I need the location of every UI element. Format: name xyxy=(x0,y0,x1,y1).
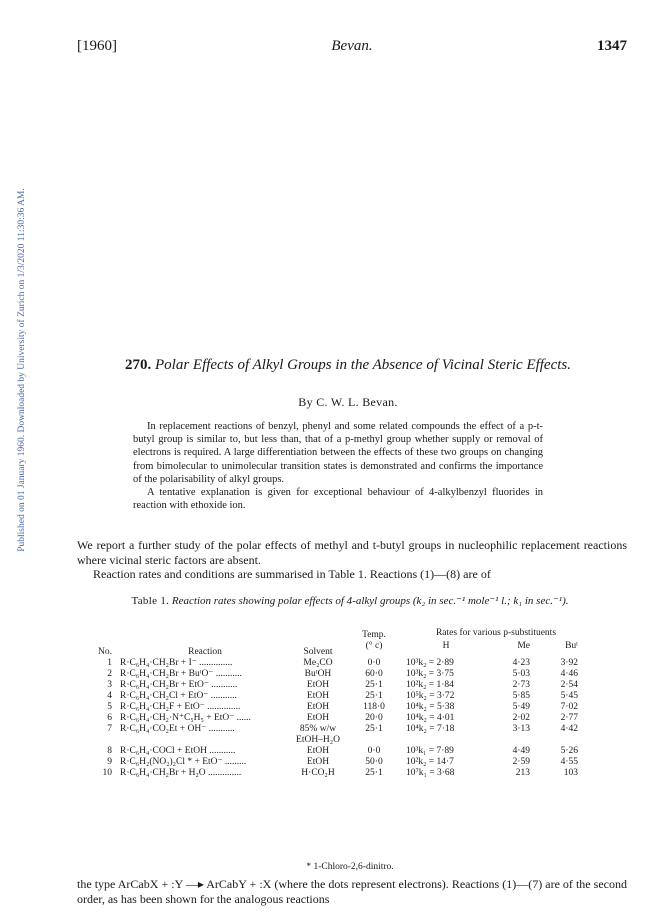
table-row xyxy=(90,680,600,691)
header-year: [1960] xyxy=(77,38,117,54)
cell-temp: 20·0 xyxy=(365,713,383,723)
body-paragraph: Reaction rates and conditions are summarised in Table 1. Reactions (1)—(8) are of xyxy=(93,567,491,581)
article-number: 270. xyxy=(124,357,152,373)
cell-reaction: R·C₆H₄·CH₂Br + EtO⁻ ........... xyxy=(120,680,238,690)
cell-h: 10⁷k₁ = 3·68 xyxy=(406,768,455,778)
cell-reaction: R·C₆H₄·CH₂Br + H₂O .............. xyxy=(120,768,242,778)
cell-temp: 25·1 xyxy=(365,768,383,778)
cell-bu: 103 xyxy=(563,768,578,778)
cell-h: 10⁴k₂ = 7·18 xyxy=(406,724,455,734)
body-paragraph: the type ArCabX + :Y —▸ ArCabY + :X (where the dots represent electrons). Reactions (1)—(7) are of the second order, as has been shown for the analogous reactions xyxy=(77,877,627,906)
cell-solvent: EtOH xyxy=(306,680,330,690)
cell-bu: 3·92 xyxy=(560,658,578,668)
cell-temp: 50·0 xyxy=(365,757,383,767)
table-footnote: * 1-Chloro-2,6-dinitro. xyxy=(306,862,394,872)
table-row xyxy=(90,746,600,757)
body-paragraph: We report a further study of the polar effects of methyl and t-butyl groups in nucleophilic replacement reactions where vicinal steric factors are absent. xyxy=(77,538,627,567)
rates-table xyxy=(90,628,600,779)
table-row xyxy=(90,757,600,768)
cell-me: 4·49 xyxy=(512,746,530,756)
cell-h: 10³k₂ = 2·89 xyxy=(406,658,454,668)
cell-me: 5·03 xyxy=(512,669,530,679)
cell-me: 3·13 xyxy=(512,724,530,734)
table-row xyxy=(90,702,600,713)
cell-solvent: EtOH xyxy=(306,713,330,723)
cell-reaction: R·C₆H₄·CH₂Br + BuᵗO⁻ ........... xyxy=(120,669,242,679)
cell-no: 4 xyxy=(107,691,112,701)
header-author: Bevan. xyxy=(331,38,373,54)
cell-solvent: Me₂CO xyxy=(303,658,333,668)
cell-bu: 4·42 xyxy=(560,724,578,734)
cell-temp: 118·0 xyxy=(363,702,385,712)
table-caption xyxy=(100,594,600,608)
col-reaction: Reaction xyxy=(188,647,222,657)
table-header xyxy=(90,628,600,658)
cell-solvent: BuᵗOH xyxy=(304,669,332,679)
cell-reaction: R·C₆H₄·CO₂Et + OH⁻ ........... xyxy=(120,724,235,734)
cell-h: 10⁴k₂ = 4·01 xyxy=(406,713,455,723)
cell-solvent: EtOH xyxy=(306,746,330,756)
cell-no: 5 xyxy=(107,702,112,712)
cell-bu: 5·26 xyxy=(560,746,578,756)
cell-h: 10²k₂ = 1·84 xyxy=(406,680,454,690)
cell-me: 2·73 xyxy=(512,680,530,690)
col-bu: Buᵗ xyxy=(565,641,578,651)
table-row xyxy=(90,724,600,735)
page-number: 1347 xyxy=(597,38,627,54)
cell-me: 213 xyxy=(515,768,530,778)
table-row-continuation xyxy=(90,735,600,746)
cell-temp: 25·1 xyxy=(365,691,383,701)
abstract-paragraph: A tentative explanation is given for exceptional behaviour of 4-alkylbenzyl fluorides in reaction with ethoxide ion. xyxy=(133,487,543,512)
col-me: Me xyxy=(517,641,530,651)
abstract-paragraph: In replacement reactions of benzyl, phenyl and some related compounds the effect of a p-t-butyl group is similar to, but less than, that of a p-methyl group whether supply or removal of electrons is required. A large differentiation between the effects of these two groups on changing from bimolecular to unimolecular transition states is demonstrated and confirms the importance of the polarisability of alkyl groups. xyxy=(133,421,543,485)
table-caption-text: Reaction rates showing polar effects of 4-alkyl groups (k₂ in sec.⁻¹ mole⁻¹ l.; k₁ in sec.⁻¹). xyxy=(171,595,569,607)
table-label: Table 1. xyxy=(131,595,170,607)
cell-bu: 4·55 xyxy=(560,757,578,767)
cell-solvent: H·CO₂H xyxy=(301,768,335,778)
cell-h: 10⁵k₂ = 3·72 xyxy=(406,691,455,701)
body-text-continued xyxy=(77,877,627,906)
cell-me: 2·59 xyxy=(512,757,530,767)
cell-reaction: R·C₆H₄·COCl + EtOH ........... xyxy=(120,746,236,756)
cell-temp: 0·0 xyxy=(367,746,381,756)
cell-solvent: EtOH–H₂O xyxy=(296,735,340,745)
byline: By C. W. L. Bevan. xyxy=(298,395,398,409)
cell-h: 10⁴k₂ = 5·38 xyxy=(406,702,455,712)
table-row xyxy=(90,768,600,779)
cell-solvent: EtOH xyxy=(306,691,330,701)
cell-temp: 60·0 xyxy=(365,669,383,679)
cell-bu: 5·45 xyxy=(560,691,578,701)
cell-reaction: R·C₆H₄·CH₂F + EtO⁻ .............. xyxy=(120,702,241,712)
cell-bu: 4·46 xyxy=(560,669,578,679)
cell-no: 2 xyxy=(107,669,112,679)
cell-no: 8 xyxy=(107,746,112,756)
cell-solvent: 85% w/w xyxy=(299,724,337,734)
cell-bu: 2·54 xyxy=(560,680,578,690)
cell-temp: 25·1 xyxy=(365,680,383,690)
cell-h: 10²k₂ = 14·7 xyxy=(406,757,454,767)
cell-bu: 2·77 xyxy=(560,713,578,723)
col-solvent: Solvent xyxy=(303,647,333,657)
cell-no: 6 xyxy=(107,713,112,723)
cell-no: 9 xyxy=(107,757,112,767)
cell-reaction: R·C₆H₄·CH₂Br + I⁻ .............. xyxy=(120,658,233,668)
cell-temp: 25·1 xyxy=(365,724,383,734)
cell-h: 10³k₁ = 7·89 xyxy=(406,746,454,756)
cell-no: 3 xyxy=(107,680,112,690)
cell-me: 5·49 xyxy=(512,702,530,712)
article-title xyxy=(118,357,578,374)
cell-reaction: R·C₆H₄·CH₂Cl + EtO⁻ ........... xyxy=(120,691,237,701)
cell-bu: 7·02 xyxy=(560,702,578,712)
cell-no: 7 xyxy=(107,724,112,734)
table-row xyxy=(90,669,600,680)
abstract xyxy=(133,420,543,512)
table-row xyxy=(90,713,600,724)
col-no: No. xyxy=(98,647,112,657)
cell-reaction: R·C₆H₂(NO₂)₂Cl * + EtO⁻ ......... xyxy=(120,757,247,767)
cell-solvent: EtOH xyxy=(306,757,330,767)
cell-solvent: EtOH xyxy=(306,702,330,712)
table-row xyxy=(90,658,600,669)
cell-no: 1 xyxy=(107,658,112,668)
running-header xyxy=(77,38,627,58)
download-watermark xyxy=(0,140,27,600)
col-temp-unit: (° c) xyxy=(365,641,383,651)
body-text xyxy=(77,538,627,582)
cell-me: 5·85 xyxy=(512,691,530,701)
download-note: Published on 01 January 1960. Downloaded by University of Zurich on 1/3/2020 11:30:36 AM. xyxy=(17,188,27,552)
cell-temp: 0·0 xyxy=(367,658,381,668)
cell-no: 10 xyxy=(102,768,112,778)
col-temp: Temp. xyxy=(362,630,386,640)
col-rates: Rates for various p-substituents xyxy=(435,628,557,638)
article-title-text: Polar Effects of Alkyl Groups in the Absence of Vicinal Steric Effects. xyxy=(154,357,572,373)
cell-reaction: R·C₆H₄·CH₂·N⁺C₅H₅ + EtO⁻ ...... xyxy=(120,713,251,723)
cell-me: 4·23 xyxy=(512,658,530,668)
cell-me: 2·02 xyxy=(512,713,530,723)
table-row xyxy=(90,691,600,702)
col-h: H xyxy=(442,641,450,651)
cell-h: 10³k₂ = 3·75 xyxy=(406,669,454,679)
